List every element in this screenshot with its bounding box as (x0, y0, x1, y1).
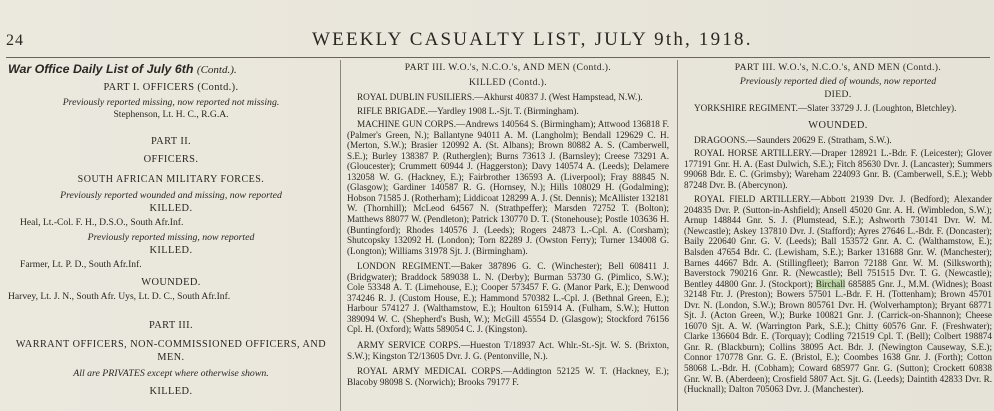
rifle-brigade: RIFLE BRIGADE.—Yardley 1908 L.-Sjt. T. (Birmingham). (357, 105, 579, 116)
note-not-missing: Previously reported missing, now reported not missing. (62, 97, 280, 108)
column-divider-2 (677, 60, 678, 411)
part-1-heading: PART I. OFFICERS (Contd.). (103, 82, 239, 93)
killed-contd-heading: KILLED (Contd.). (468, 77, 548, 88)
privates-note: All are PRIVATES except where otherwise shown. (73, 368, 269, 379)
royal-dublin-fusiliers: ROYAL DUBLIN FUSILIERS.—Akhurst 40837 J. (West Hampstead, N.W.). (357, 92, 643, 102)
highlighted-name-birchall: Birchall (815, 278, 846, 289)
note-missing: Previously reported missing, now reported (87, 232, 255, 243)
london-regiment: LONDON REGIMENT.—Baker 387896 G. C. (Winchester); Bell 608411 J. (Bridgwater); Braddock 589038 L. N. (Derby); Burman 53730 G. (Pimlico, S.W.); Cole 53348 A. T. (Limehouse, E.); Cooper 573457 F. G. (Manor Park, E.); Denwood 374246 R. J. (Custom House, E.); Hammond 570382 L.-Cpl. J. (Bethnal Green, E.); Harbour 574127 J. (Walthamstow, E.); Houlton 615914 A. (Fulham, S.W.); Hutton 389094 W. C. (Shepherd's Bush, W.); McGill 45554 D. (Glasgow); Stockford 76156 Cpl. H. (Oxford); Watts 589054 C. J. (Kingston). (347, 261, 669, 335)
entry-farmer: Farmer, Lt. P. D., South Afr.Inf. (20, 259, 142, 270)
killed-heading-1: KILLED. (149, 203, 193, 214)
officers-heading: OFFICERS. (143, 154, 199, 165)
daily-list-contd: (Contd.). (196, 64, 237, 76)
note-wounded-missing: Previously reported wounded and missing, now reported (60, 190, 282, 201)
entry-harvey-uys: Harvey, Lt. J. N., South Afr. Uys, Lt. D. C., South Afr.Inf. (8, 291, 231, 302)
column-2 (347, 60, 669, 411)
royal-army-medical-corps: ROYAL ARMY MEDICAL CORPS.—Addington 52125 W. T. (Hackney, E.); Blacoby 98098 S. (Norwich); Brooks 79177 F. (347, 366, 669, 387)
rfa-text-part-2: 685885 Gnr. J., M.M. (Widnes); Boast 32148 Ftr. J. (Preston); Bowers 57501 L.-Bdr. F. H. (Tottenham); Brown 45701 Dvr. N. (London, S.W.); Brown 805761 Dvr. H. (Wolverhampton); Bryant 68771 Sjt. J. (Acton Green, W.); Burke 100821 Gnr. J. (Carrick-on-Shannon); Cheese 16070 Sjt. A. W. (Warrington Park, S.E.); Chitty 60576 Gnr. F. (Freshwater); Clarke 136604 Bdr. E. (Torquay); Codling 721519 Cpl. T. (Bell); Colbert 198874 Gnr. R. (Blackburn); Collins 38095 Act. Bdr. J. (Newington Causeway, S.E.); Connor 170778 Gnr. G. E. (Bristol, E.); Coombes 1638 Gnr. J. (Forth); Cotton 58068 L.-Bdr. H. (Cobham); Coward 685977 Gnr. G. (Sutton); Crockett 60838 Gnr. W. B. (Aberdeen); Crosfield 5807 Act. Sjt. G. (Leeds); Daintith 42833 Dvr. R. (Hucknall); Dalton 705063 Dvr. J. (Manchester). (684, 278, 992, 395)
entry-stephenson: Stephenson, Lt. H. C., R.G.A. (113, 109, 229, 120)
part-2-heading: PART II. (150, 136, 192, 147)
wounded-heading-col3: WOUNDED. (808, 119, 868, 131)
part-3-heading: PART III. (149, 320, 193, 331)
yorkshire-regiment: YORKSHIRE REGIMENT.—Slater 33729 J. J. (Loughton, Bletchley). (694, 103, 957, 113)
killed-heading-3: KILLED. (149, 386, 193, 397)
header-rule (6, 57, 990, 58)
page-number: 24 (6, 32, 24, 49)
column-divider-1 (340, 60, 341, 411)
sa-forces-heading: SOUTH AFRICAN MILITARY FORCES. (77, 174, 265, 185)
rfa-text-part-1: ROYAL FIELD ARTILLERY.—Abbott 21939 Dvr. J. (Bedford); Alexander 204835 Dvr. P. (Sutton-in-Ashfield); Ansell 45020 Gnr. A. H. (Wimbledon, S.W.); Arnup 148844 Gnr. S. J. (Plumstead, S.E.); Ashworth 730141 Dvr. W. M. (Newcastle); Askey 137810 Dvr. J. (Stafford); Ayres 27646 L.-Bdr. F. (Doncaster); Baily 220640 Gnr. G. V. (Leeds); Ball 153572 Gnr. A. C. (Walthamstow, E.); Balsden 47654 Bdr. C. (Lewisham, S.E.); Barker 131688 Gnr. W. (Manchester); Barnes 44667 Bdr. A. (Stillingfleet); Barron 72188 Gnr. W. M. (Silksworth); Baverstock 790216 Gnr. R. (Newcastle); Bell 751515 Dvr. T. G. (Newcastle); Bentley 44800 Gnr. J. (Stockport); (684, 194, 992, 289)
wounded-heading: WOUNDED. (141, 277, 201, 288)
page-header (0, 25, 994, 55)
warrant-officers-heading: WARRANT OFFICERS, NON-COMMISSIONED OFFICERS, AND MEN. (15, 339, 327, 363)
column-2-heading: PART III. W.O.'s, N.C.O.'s, AND MEN (Contd.). (404, 62, 612, 73)
column-1 (8, 60, 334, 411)
dragoons: DRAGOONS.—Saunders 20629 E. (Stratham, S.W.). (694, 134, 892, 145)
daily-list-title: War Office Daily List of July 6th (8, 62, 194, 76)
died-heading: DIED. (824, 89, 852, 100)
royal-horse-artillery: ROYAL HORSE ARTILLERY.—Draper 128921 L.-Bdr. F. (Leicester); Glover 177191 Gnr. H. A. (East Dulwich, S.E.); Fitch 85630 Dvr. J. (Lancaster); Summers 99068 Bdr. E. C. (Grimsby); Wareham 224093 Gnr. B. (Camberwell, S.E.); Webb 87248 Dvr. B. (Abercynon). (684, 148, 992, 190)
royal-field-artillery (684, 194, 992, 394)
entry-heal: Heal, Lt.-Col. F. H., D.S.O., South Afr.Inf. (20, 217, 184, 228)
note-died-of-wounds: Previously reported died of wounds, now reported (739, 76, 937, 87)
column-3 (684, 60, 992, 411)
column-3-heading: PART III. W.O.'s, N.C.O.'s, AND MEN (Contd.). (734, 62, 942, 73)
killed-heading-2: KILLED. (149, 245, 193, 256)
machine-gun-corps: MACHINE GUN CORPS.—Andrews 140564 S. (Birmingham); Attwood 136818 F. (Palmer's Green, N.); Ballantyne 94011 A. M. (Langholm); Bendall 129629 C. H. (Merton, S.W.); Brasier 120992 A. (St. Albans); Brown 80882 A. S. (Camberwell, S.E.); Burley 138387 P. (Rutherglen); Burns 73613 J. (Barnsley); Creese 73291 A. (Gloucester); Crummett 60944 J. (Haggerston); Davy 140574 A. (Leeds); Delamere 132058 W. G. (Hackney, E.); Fairbrother 136593 A. (Liverpool); Fray 88845 N. (Glasgow); Gardiner 140587 R. G. (Hornsey, N.); Hills 108029 H. (Godalming); Hobson 71585 J. (Rotherham); Liddicoat 128299 A. J. (St. Dennis); McAllister 132181 W. (Thornhill); McLeod 64567 N. (Strathpeffer); Marsden 72752 T. (Bolton); Matthews 88077 W. (Pendleton); Patrick 130770 D. T. (Stonehouse); Postle 103636 H. (Buntingford); Rhodes 140576 J. (Leeds); Rogers 24873 L.-Cpl. A. (Corsham); Shutcopsky 132092 H. (London); Torn 82289 J. (Owston Ferry); Turner 134008 G. (Longton); Williams 31978 Sjt. J. (Birmingham). (347, 119, 669, 256)
page-title: WEEKLY CASUALTY LIST, JULY 9th, 1918. (312, 29, 753, 50)
daily-list-banner (8, 62, 334, 78)
army-service-corps: ARMY SERVICE CORPS.—Hueston T/18937 Act. Whlr.-St.-Sjt. W. S. (Brixton, S.W.); Kingston T2/13605 Dvr. J. G. (Pentonville, N.). (347, 340, 669, 361)
